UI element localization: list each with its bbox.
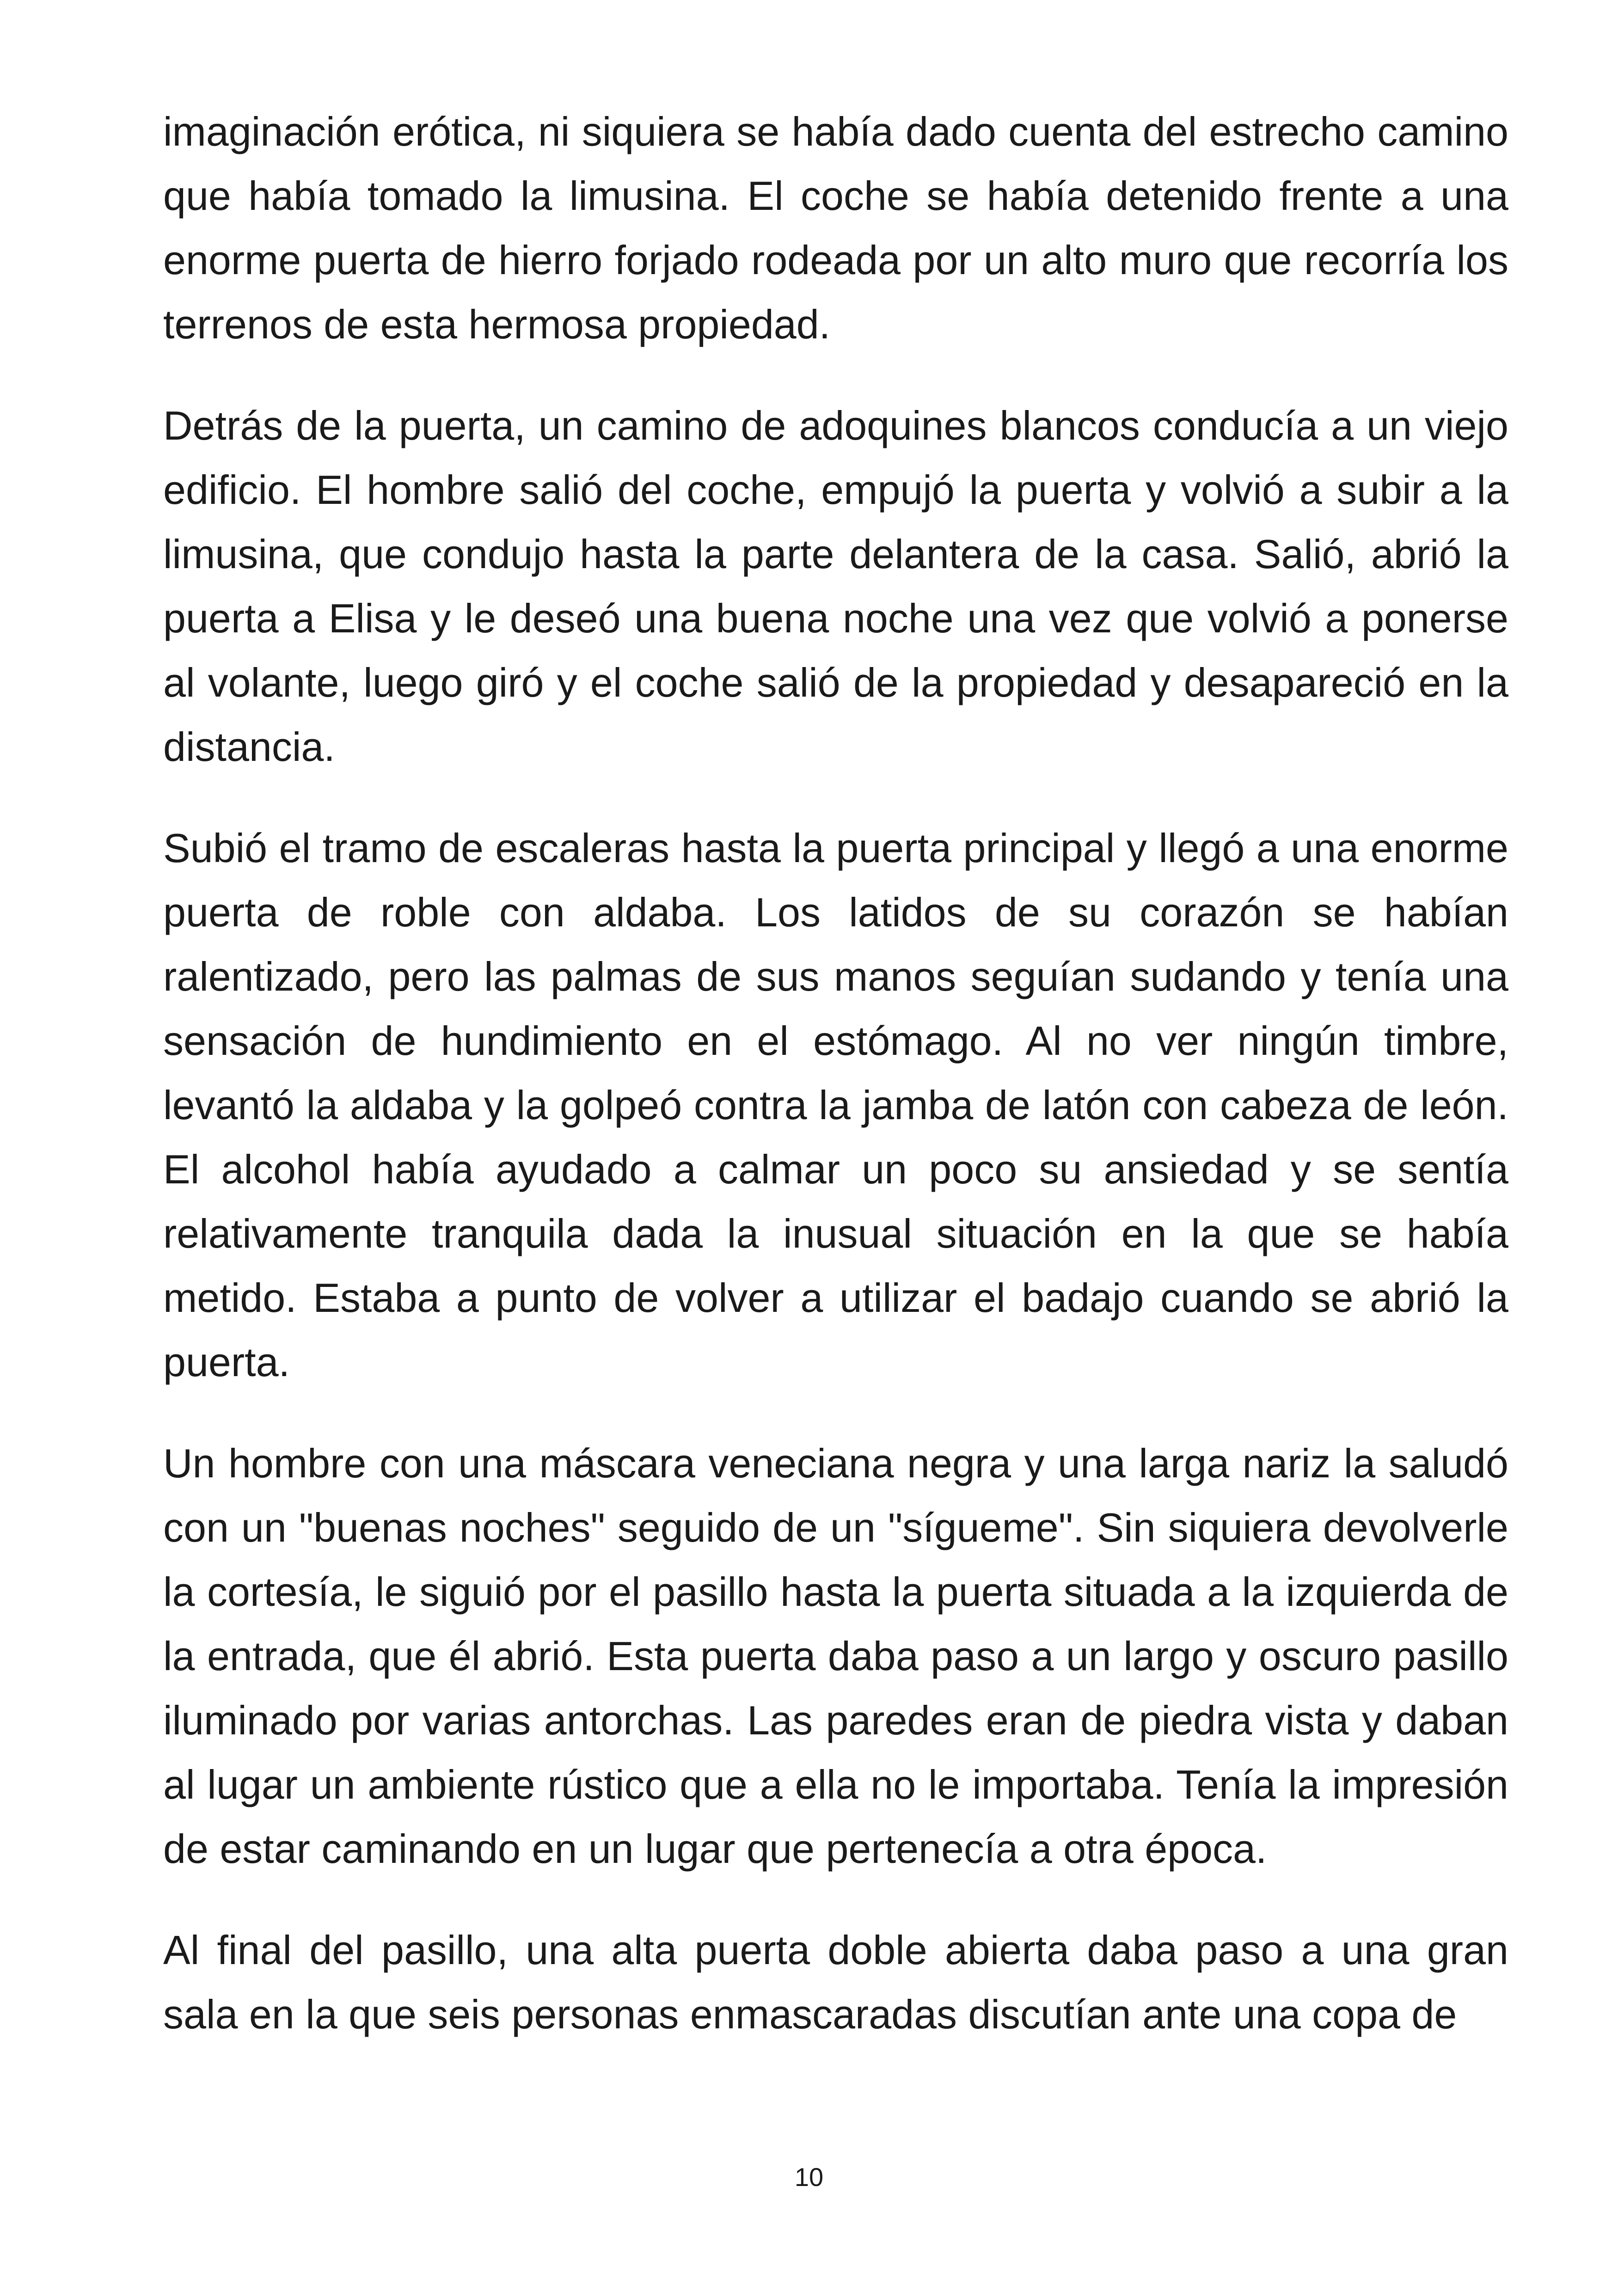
paragraph: Detrás de la puerta, un camino de adoquines blancos conducía a un viejo edificio. El hombre salió del coche, empujó la puerta y volvió a subir a la limusina, que condujo hasta la parte delantera de la casa. Salió, abrió la puerta a Elisa y le deseó una buena noche una vez que volvió a ponerse al volante, luego giró y el coche salió de la propiedad y desapareció en la distancia.	[163, 403, 1508, 770]
paragraph: Subió el tramo de escaleras hasta la puerta principal y llegó a una enorme puerta de roble con aldaba. Los latidos de su corazón se habían ralentizado, pero las palmas de sus manos seguían sudando y tenía una sensación de hundimiento en el estómago. Al no ver ningún timbre, levantó la aldaba y la golpeó contra la jamba de latón con cabeza de león. El alcohol había ayudado a calmar un poco su ansiedad y se sentía relativamente tranquila dada la inusual situación en la que se había metido. Estaba a punto de volver a utilizar el badajo cuando se abrió la puerta.	[163, 825, 1508, 1385]
paragraph: Al final del pasillo, una alta puerta doble abierta daba paso a una gran sala en la que seis personas enmascaradas discutían ante una copa de	[163, 1927, 1508, 2037]
paragraph: imaginación erótica, ni siquiera se había dado cuenta del estrecho camino que había tomado la limusina. El coche se había detenido frente a una enorme puerta de hierro forjado rodeada por un alto muro que recorría los terrenos de esta hermosa propiedad.	[163, 109, 1508, 347]
paragraph: Un hombre con una máscara veneciana negra y una larga nariz la saludó con un "buenas noches" seguido de un "sígueme". Sin siquiera devolverle la cortesía, le siguió por el pasillo hasta la puerta situada a la izquierda de la entrada, que él abrió. Esta puerta daba paso a un largo y oscuro pasillo iluminado por varias antorchas. Las paredes eran de piedra vista y daban al lugar un ambiente rústico que a ella no le importaba. Tenía la impresión de estar caminando en un lugar que pertenecía a otra época.	[163, 1440, 1508, 1872]
body-text	[163, 99, 1508, 2083]
page-number: 10	[794, 2162, 824, 2192]
